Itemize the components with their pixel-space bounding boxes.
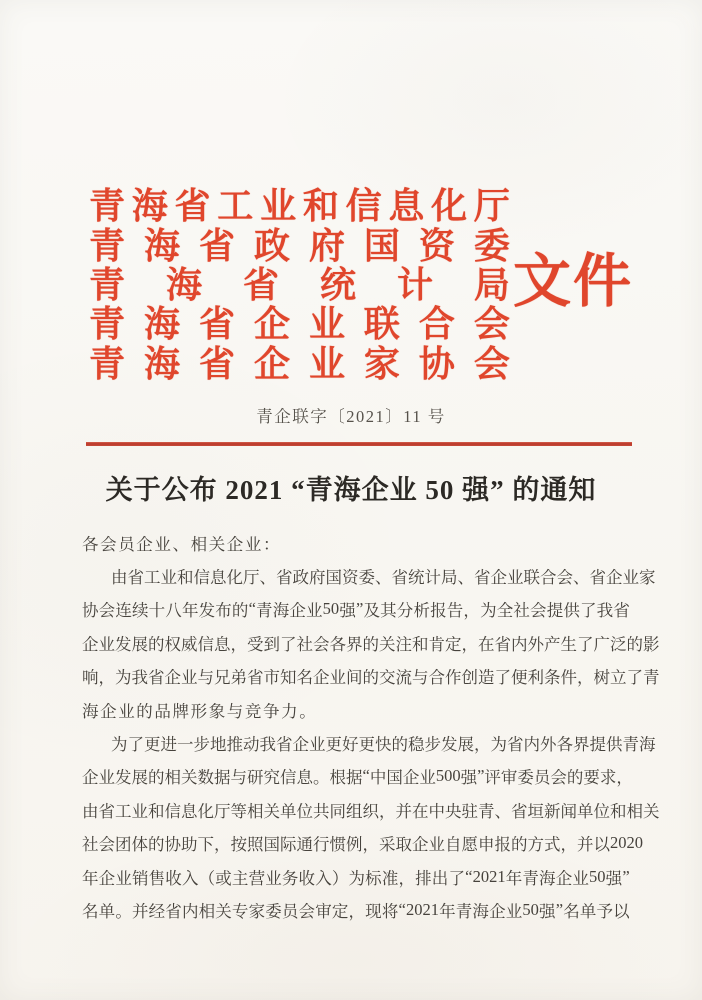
body-line: 名 单 。 并 经 省 内 相 关 专 家 委 员 会 审 定 ， 现 将 “ 2021 年 青 海 企 业 50 强 ” 名 单 予 以 (82, 899, 630, 921)
body-line: 年 企 业 销 售 收 入 （ 或 主 营 业 务 收 入 ） 为 标 准 ， 排 出 了 “ 2021 年 青 海 企 业 50 强 ” (82, 866, 630, 888)
agency-names (89, 184, 510, 384)
agency-line: 青 海 省 企 业 家 协 会 (89, 343, 510, 384)
doc-type-label: 文件 (513, 249, 634, 315)
body-line: 由 省 工 业 和 信 息 化 厅 等 相 关 单 位 共 同 组 织 ， 并 在 中 央 驻 青 、 省 垣 新 闻 单 位 和 相 关 (82, 801, 660, 821)
document-title: 关于公布 2021 “青海企业 50 强” 的通知 (105, 475, 597, 505)
body-line: 各会员企业、相关企业： (82, 534, 282, 554)
letterhead (89, 184, 634, 384)
agency-line: 青 海 省 政 府 国 资 委 (89, 225, 510, 266)
document-body (82, 526, 660, 927)
body-line: 协 会 连 续 十 八 年 发 布 的 “ 青 海 企 业 50 强 ” 及 其 分 析 报 告 ， 为 全 社 会 提 供 了 我 省 (82, 599, 630, 621)
body-line: 响 ， 为 我 省 企 业 与 兄 弟 省 市 知 名 企 业 间 的 交 流 与 合 作 创 造 了 便 利 条 件 ， 树 立 了 青 (82, 668, 660, 688)
red-divider-line (86, 442, 632, 446)
body-line: 为 了 更 进 一 步 地 推 动 我 省 企 业 更 好 更 快 的 稳 步 发 展 ， 为 省 内 外 各 界 提 供 青 海 (111, 735, 656, 755)
agency-line: 青 海 省 统 计 局 (89, 264, 510, 305)
body-line: 企 业 发 展 的 相 关 数 据 与 研 究 信 息 。 根 据 “ 中 国 企 业 500 强 ” 评 审 委 员 会 的 要 求 ， (82, 766, 633, 788)
body-line: 社 会 团 体 的 协 助 下 ， 按 照 国 际 通 行 惯 例 ， 采 取 企 业 自 愿 申 报 的 方 式 ， 并 以 2020 (82, 833, 643, 855)
agency-line: 青 海 省 工 业 和 信 息 化 厅 (89, 186, 510, 227)
body-line: 海企业的品牌形象与竞争力。 (82, 701, 318, 721)
doc-number: 青企联字〔2021〕11 号 (256, 407, 446, 426)
agency-line: 青 海 省 企 业 联 合 会 (89, 304, 510, 345)
body-line: 企 业 发 展 的 权 威 信 息 ， 受 到 了 社 会 各 界 的 关 注 和 肯 定 ， 在 省 内 外 产 生 了 广 泛 的 影 (82, 634, 660, 654)
body-line: 由 省 工 业 和 信 息 化 厅 、 省 政 府 国 资 委 、 省 统 计 局 、 省 企 业 联 合 会 、 省 企 业 家 (111, 568, 656, 588)
